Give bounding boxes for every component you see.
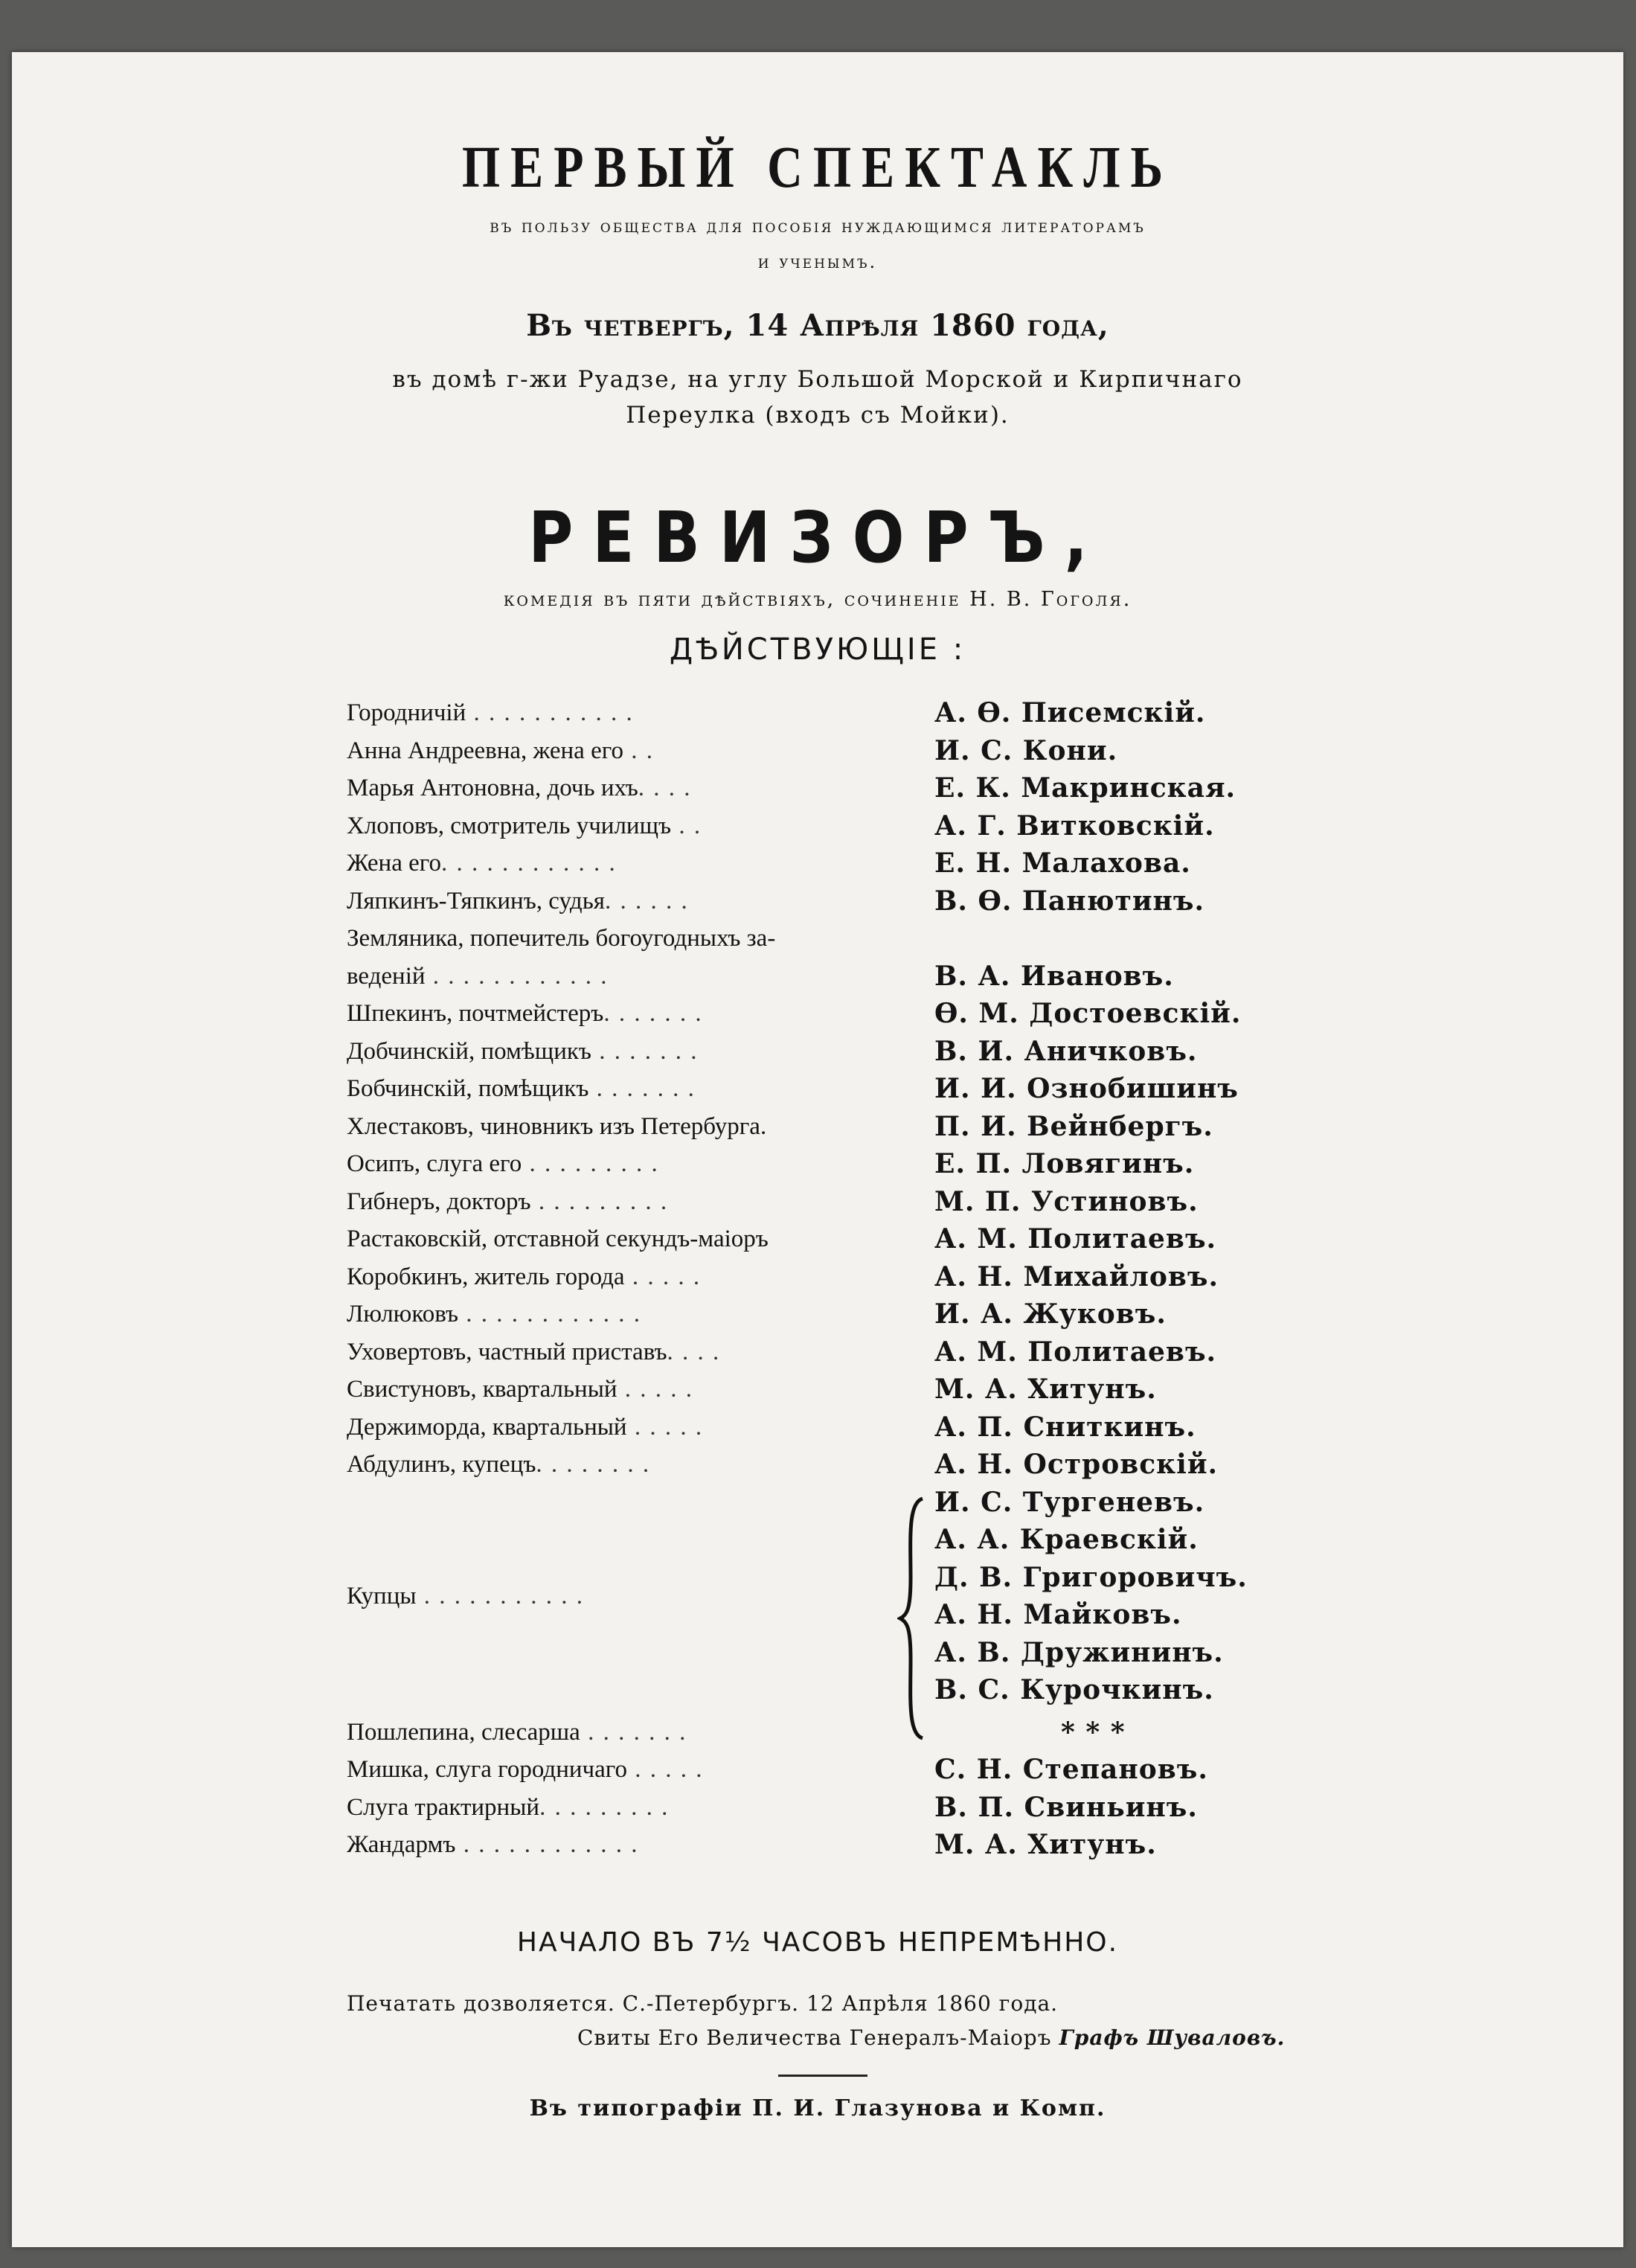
cast-actor: А. Г. Витковскій.: [934, 810, 1215, 842]
cast-role: [347, 1296, 920, 1332]
cast-role: [347, 1071, 920, 1106]
start-time-notice: НАЧАЛО ВЪ 7½ ЧАСОВЪ НЕПРЕМѢННО.: [516, 1927, 1119, 1958]
cast-actor: М. П. Устиновъ.: [934, 1185, 1199, 1217]
cast-actor: А. П. Сниткинъ.: [934, 1411, 1196, 1443]
role-name: Хлестаковъ, чиновникъ изъ Петербурга.: [347, 1112, 767, 1140]
cast-actor: И. А. Жуковъ.: [934, 1298, 1167, 1330]
role-name: Гибнеръ, докторъ: [347, 1188, 531, 1215]
venue-line-1: въ домѣ г-жи Руадзе, на углу Большой Морской и Кирпичнаго: [392, 366, 1243, 393]
leader-dots: . . . . . . . . . . . .: [455, 1831, 639, 1858]
cast-actor: А. В. Дружининъ.: [934, 1636, 1224, 1668]
cast-role: [347, 695, 920, 731]
cast-role: [347, 1578, 920, 1614]
cast-actor: А. Н. Островскій.: [934, 1449, 1219, 1480]
cast-role: [347, 845, 920, 881]
play-genre: комедія въ пяти дѣйствіяхъ, сочиненіе Н. В. Гоголя.: [503, 588, 1132, 611]
role-name: Осипъ, слуга его: [347, 1150, 522, 1177]
role-name: Городничій: [347, 699, 466, 726]
leader-dots: . . . . .: [626, 1756, 704, 1783]
role-name: Свистуновъ, квартальный: [347, 1376, 617, 1403]
role-name: Шпекинъ, почтмейстеръ: [347, 1000, 604, 1027]
leader-dots: . . . . . . . . .: [522, 1150, 659, 1177]
cast-actor: М. А. Хитунъ.: [934, 1374, 1157, 1405]
role-name: Уховертовъ, частный приставъ: [347, 1338, 667, 1365]
role-name: Мишка, слуга городничаго: [347, 1756, 627, 1783]
role-name: Пошлепина, слесарша: [347, 1718, 580, 1746]
role-name: Жандармъ: [347, 1831, 456, 1858]
censor-title: Свиты Его Величества Генералъ-Маіоръ: [577, 2025, 1052, 2050]
leader-dots: . . . . . . .: [588, 1075, 696, 1102]
cast-role: [347, 1447, 920, 1482]
printer-line: Въ типографіи П. И. Глазунова и Комп.: [529, 2095, 1106, 2121]
cast-actor: И. И. Ознобишинъ: [934, 1073, 1239, 1104]
cast-role: [347, 996, 920, 1031]
cast-actor: * * *: [1061, 1716, 1126, 1748]
cast-role: [347, 1827, 920, 1862]
role-name: Держиморда, квартальный: [347, 1413, 627, 1441]
divider: [778, 2075, 867, 2077]
role-name: Бобчинскій, помѣщикъ: [347, 1075, 589, 1102]
cast-actor: Д. В. Григоровичъ.: [934, 1561, 1248, 1593]
cast-role: [347, 808, 920, 844]
cast-actor: В. П. Свиньинъ.: [934, 1791, 1198, 1823]
cast-actor: И. С. Кони.: [934, 734, 1118, 766]
cast-actor: В. Ѳ. Панютинъ.: [934, 885, 1205, 917]
role-name: Анна Андреевна, жена его: [347, 737, 623, 764]
cast-actor: А. Ѳ. Писемскій.: [934, 697, 1206, 728]
leader-dots: . . . . .: [624, 1263, 702, 1290]
leader-dots: . .: [623, 737, 654, 764]
cast-actor: А. М. Политаевъ.: [934, 1223, 1217, 1255]
role-name: Земляника, попечитель богоугодныхъ за-: [347, 925, 776, 952]
leader-dots: . . . . . . . . . . .: [466, 699, 634, 726]
leader-dots: . . . .: [638, 775, 692, 801]
cast-actor: А. Н. Майковъ.: [934, 1599, 1182, 1630]
leader-dots: . . . . . . .: [580, 1718, 687, 1746]
benefit-line-1: въ пользу общества для пособія нуждающимся литераторамъ: [490, 216, 1146, 237]
role-name: Коробкинъ, житель города: [347, 1263, 625, 1290]
cast-role: [347, 1034, 920, 1069]
cast-role: [347, 1259, 920, 1295]
playbill-title: ПЕРВЫЙ СПЕКТАКЛЬ: [461, 135, 1174, 201]
cast-role: [347, 920, 920, 956]
cast-role: [347, 1752, 920, 1787]
cast-role: [347, 1221, 920, 1257]
cast-role: [347, 1109, 920, 1144]
cast-role: [347, 958, 920, 994]
leader-dots: . .: [671, 812, 702, 839]
leader-dots: . . . .: [667, 1338, 721, 1365]
leader-dots: . . . . . . .: [603, 1000, 703, 1027]
leader-dots: . . . . . . . . . . . .: [425, 962, 609, 990]
cast-role: [347, 883, 920, 919]
role-name: Купцы: [347, 1582, 417, 1609]
cast-role: [347, 1371, 920, 1407]
cast-role: [347, 1714, 920, 1750]
cast-actor: А. М. Политаевъ.: [934, 1336, 1217, 1368]
censor-signature: Графъ Шуваловъ.: [1059, 2025, 1286, 2050]
cast-actor: В. А. Ивановъ.: [934, 960, 1174, 992]
cast-actor: Е. Н. Малахова.: [934, 848, 1191, 879]
role-name: Ляпкинъ-Тяпкинъ, судья: [347, 887, 605, 914]
leader-dots: . . . . . . . .: [536, 1451, 651, 1478]
role-name: Марья Антоновна, дочь ихъ: [347, 775, 638, 801]
cast-actor: С. Н. Степановъ.: [934, 1754, 1208, 1785]
cast-role: [347, 1146, 920, 1182]
merchants-brace: [897, 1496, 927, 1741]
play-title: РЕВИЗОРЪ,: [528, 497, 1107, 580]
role-name: Абдулинъ, купецъ: [347, 1451, 536, 1478]
cast-role: [347, 770, 920, 806]
leader-dots: . . . . . . .: [591, 1037, 699, 1065]
leader-dots: . . . . . . . . . . .: [416, 1582, 585, 1609]
cast-actor: М. А. Хитунъ.: [934, 1829, 1157, 1860]
role-name: Люлюковъ: [347, 1301, 459, 1327]
cast-actor: Е. П. Ловягинъ.: [934, 1148, 1195, 1179]
leader-dots: . . . . . . . . .: [539, 1793, 670, 1821]
role-name: Слуга трактирный: [347, 1793, 540, 1821]
leader-dots: . . . . . . . . .: [530, 1188, 669, 1215]
cast-actor: И. С. Тургеневъ.: [934, 1486, 1205, 1518]
role-name: Хлоповъ, смотритель училищъ: [347, 812, 672, 839]
leader-dots: . . . . . . . . . . . .: [458, 1301, 642, 1327]
cast-actor: А. Н. Михайловъ.: [934, 1260, 1219, 1292]
cast-role: [347, 1790, 920, 1825]
benefit-line-2: и ученымъ.: [757, 252, 878, 272]
cast-actor: А. А. Краевскій.: [934, 1524, 1199, 1555]
cast-actor: В. С. Курочкинъ.: [934, 1674, 1214, 1705]
playbill-sheet: [12, 52, 1623, 2247]
leader-dots: . . . . .: [617, 1376, 694, 1403]
persons-heading: ДѢЙСТВУЮЩІЕ :: [669, 632, 966, 667]
cast-actor: Ѳ. М. Достоевскій.: [934, 998, 1242, 1029]
censor-official: [577, 2025, 1285, 2050]
cast-actor: В. И. Аничковъ.: [934, 1035, 1198, 1067]
role-name: веденій: [347, 962, 426, 990]
censor-approval: Печатать дозволяется. С.-Петербургъ. 12 Апрѣля 1860 года.: [347, 1991, 1059, 2016]
role-name: Жена его: [347, 850, 441, 877]
cast-role: [347, 1334, 920, 1370]
cast-role: [347, 733, 920, 769]
venue-line-2: Переулка (входъ съ Мойки).: [626, 402, 1010, 429]
cast-actor: Е. К. Макринская.: [934, 772, 1236, 804]
role-name: Добчинскій, помѣщикъ: [347, 1037, 591, 1065]
leader-dots: . . . . .: [626, 1413, 704, 1441]
leader-dots: . . . . . .: [604, 887, 689, 914]
cast-role: [347, 1409, 920, 1445]
cast-actor: П. И. Вейнбергъ.: [934, 1110, 1213, 1142]
cast-role: [347, 1184, 920, 1220]
leader-dots: . . . . . . . . . . . .: [440, 850, 617, 877]
role-name: Растаковскій, отставной секундъ-маіоръ: [347, 1226, 769, 1252]
performance-date: Въ четвергъ, 14 Апрѣля 1860 года,: [526, 308, 1109, 343]
